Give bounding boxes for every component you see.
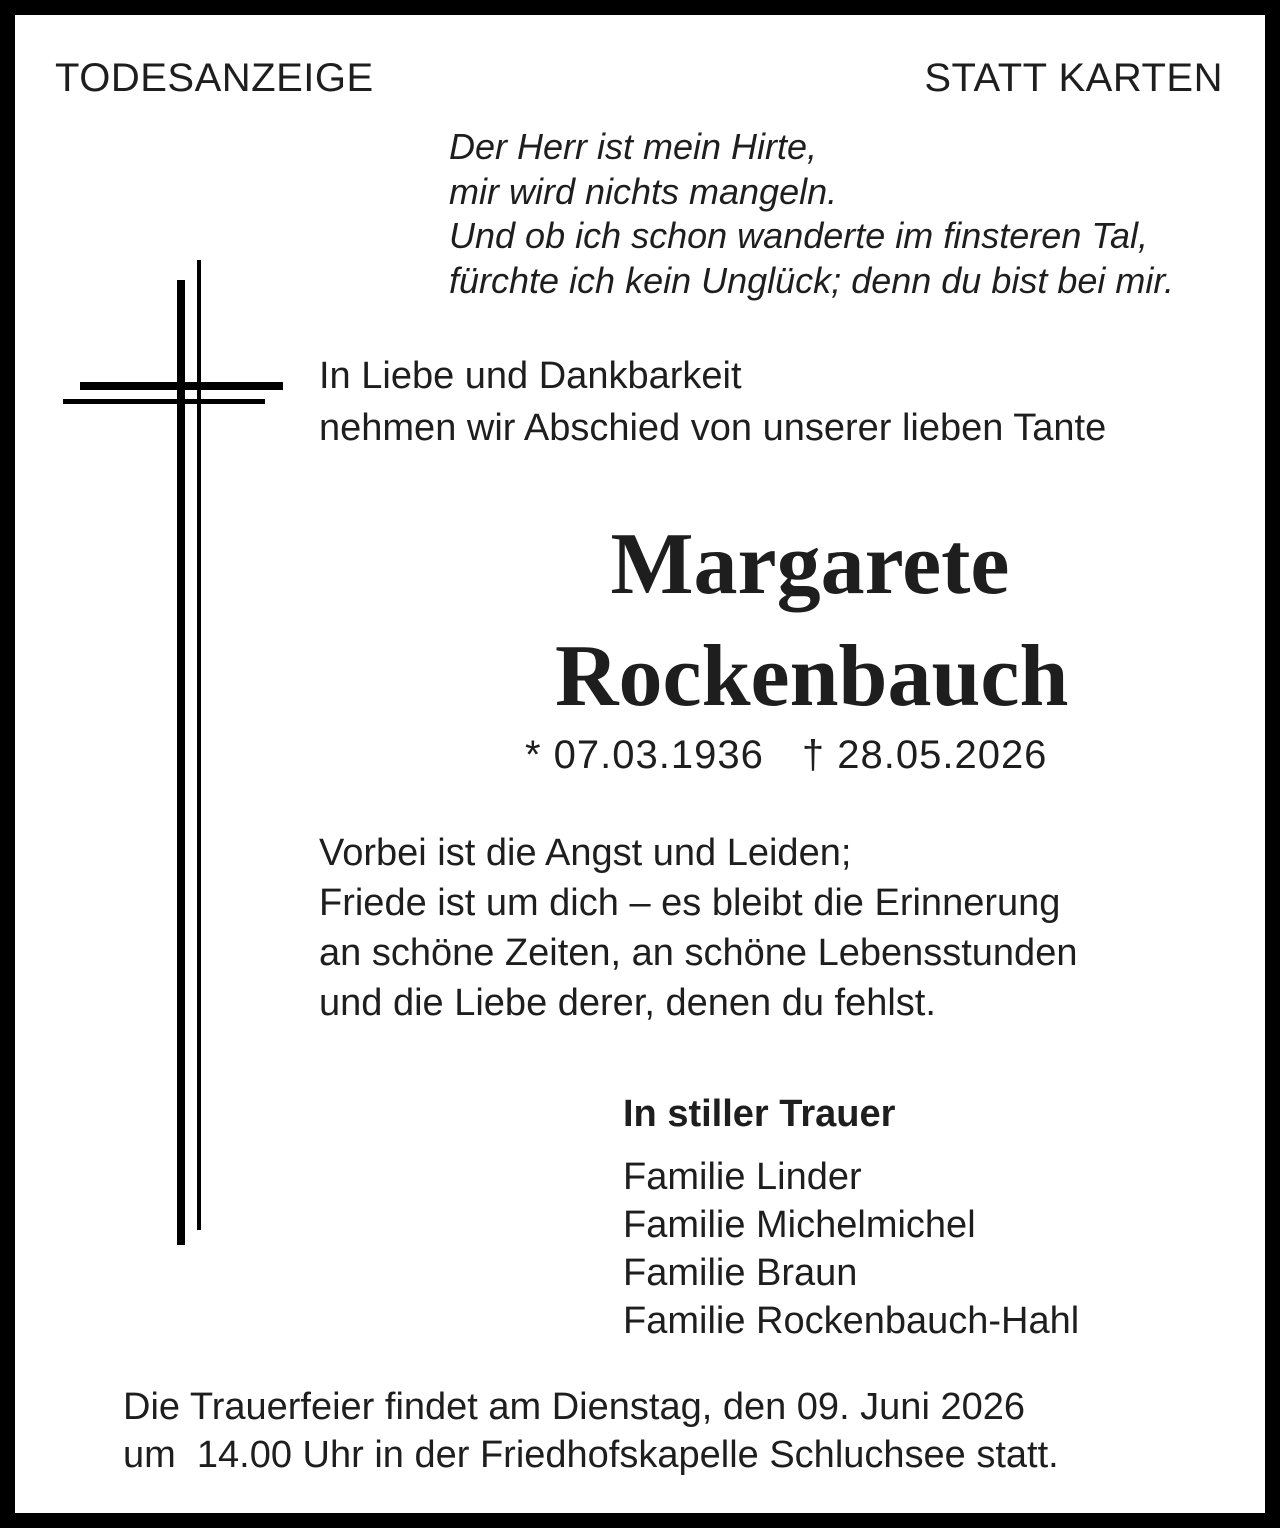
cross-vertical-bar-thick [177,280,185,1245]
cross-vertical-bar-thin [197,260,201,1230]
statt-karten-label: STATT KARTEN [924,56,1223,100]
cross-horizontal-bar-thin [63,399,265,404]
psalm-quote [449,125,1174,303]
memorial-poem [319,828,1077,1028]
poem-line: an schöne Zeiten, an schöne Lebensstunden [319,932,1078,974]
poem-line: Vorbei ist die Angst und Leiden; [319,832,852,874]
psalm-line: fürchte ich kein Unglück; denn du bist bei mir. [449,259,1175,301]
psalm-line: Der Herr ist mein Hirte, [449,126,818,167]
funeral-line: um 14.00 Uhr in der Friedhofskapelle Schluchsee statt. [123,1434,1059,1476]
intro-line: nehmen wir Abschied von unserer lieben Tante [319,407,1107,449]
life-dates [525,731,1047,779]
family-name: Familie Linder [623,1156,862,1198]
intro-text [319,350,1106,454]
deceased-last-name: Rockenbauch [555,628,1069,725]
double-line-cross-icon [55,250,295,1250]
poem-line: Friede ist um dich – es bleibt die Erinnerung [319,882,1061,924]
intro-line: In Liebe und Dankbarkeit [319,355,742,397]
psalm-line: mir wird nichts mangeln. [449,170,838,212]
family-name: Familie Braun [623,1252,858,1294]
funeral-details [123,1383,1059,1479]
funeral-line: Die Trauerfeier findet am Dienstag, den 09. Juni 2026 [123,1386,1025,1428]
poem-line: und die Liebe derer, denen du fehlst. [319,982,936,1024]
psalm-line: Und ob ich schon wanderte im finsteren Tal, [449,215,1149,256]
mourners-list [623,1153,1079,1345]
mourners-heading: In stiller Trauer [623,1093,896,1135]
death-date: † 28.05.2026 [801,733,1048,777]
family-name: Familie Rockenbauch-Hahl [623,1300,1080,1342]
notice-type-label: TODESANZEIGE [55,56,374,100]
family-name: Familie Michelmichel [623,1204,976,1246]
birth-date: * 07.03.1936 [525,733,764,777]
deceased-first-name: Margarete [610,516,1010,613]
cross-horizontal-bar-thick [80,382,283,390]
